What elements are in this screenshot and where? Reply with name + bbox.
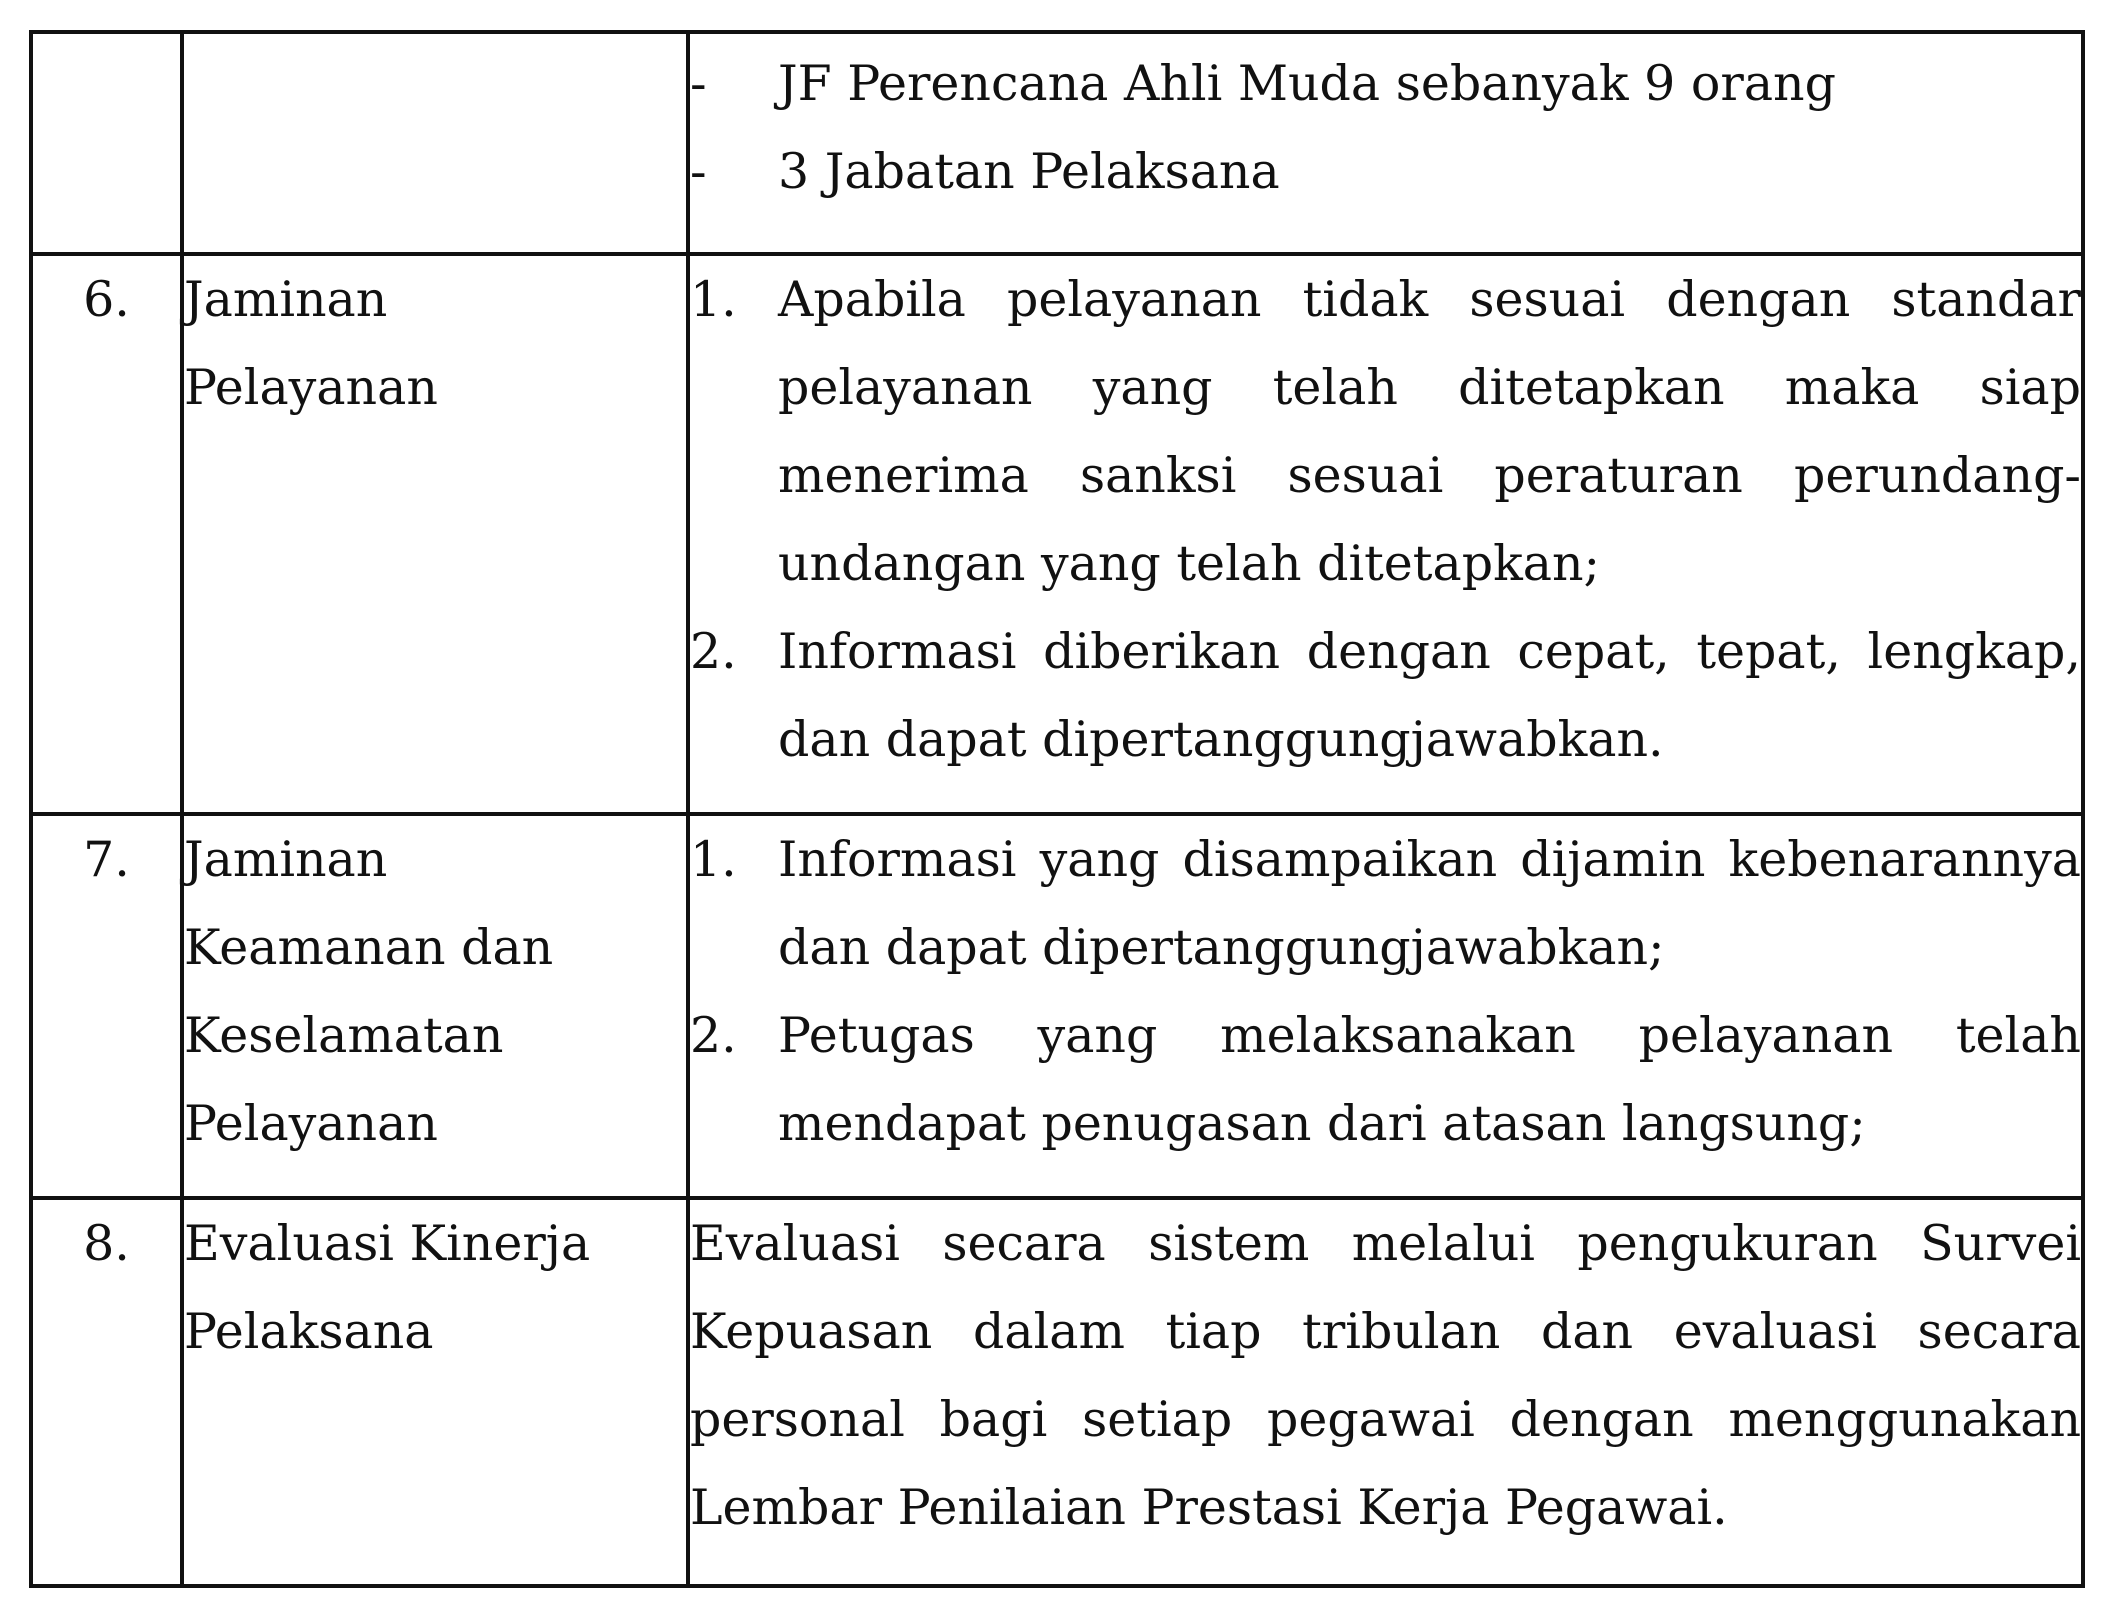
list-item	[690, 608, 2081, 784]
list-item	[690, 992, 2081, 1168]
row-label-line: Keamanan dan	[184, 919, 554, 976]
row-number: 6.	[31, 254, 182, 814]
list-item-text: Informasi yang disampaikan dijamin kebenarannya dan dapat dipertanggungjawabkan;	[778, 831, 2081, 976]
list-item-text: Informasi diberikan dengan cepat, tepat, lengkap, dan dapat dipertanggungjawabkan.	[778, 623, 2081, 768]
row-label	[182, 32, 688, 254]
table-row	[31, 1198, 2083, 1586]
list-item	[690, 128, 2081, 216]
table-row	[31, 814, 2083, 1198]
list-item-text: JF Perencana Ahli Muda sebanyak 9 orang	[778, 55, 1836, 112]
list-item	[690, 40, 2081, 128]
list-item	[690, 816, 2081, 992]
table-row	[31, 254, 2083, 814]
row-content	[688, 814, 2083, 1198]
list-marker: 1.	[690, 831, 737, 888]
row-label-line: Jaminan	[184, 271, 388, 328]
row-content	[688, 1198, 2083, 1586]
row-label-line: Pelaksana	[184, 1303, 434, 1360]
list-item-text: Petugas yang melaksanakan pelayanan telah mendapat penugasan dari atasan langsung;	[778, 1007, 2081, 1152]
service-standard-table	[29, 30, 2085, 1588]
list-marker: 2.	[690, 623, 737, 680]
list-item-text: 3 Jabatan Pelaksana	[778, 143, 1280, 200]
list-marker: 1.	[690, 271, 737, 328]
row-label-line: Keselamatan	[184, 1007, 504, 1064]
list-marker: -	[690, 143, 707, 200]
list-item-text: Apabila pelayanan tidak sesuai dengan standar pelayanan yang telah ditetapkan maka siap menerima sanksi sesuai peraturan perundang-undangan yang telah ditetapkan;	[778, 271, 2081, 592]
row-label-line: Pelayanan	[184, 1095, 438, 1152]
row-number	[31, 32, 182, 254]
table-row	[31, 32, 2083, 254]
row-content	[688, 254, 2083, 814]
row-label-line: Pelayanan	[184, 359, 438, 416]
row-number: 7.	[31, 814, 182, 1198]
row-label-line: Evaluasi Kinerja	[184, 1215, 591, 1272]
list-marker: -	[690, 55, 707, 112]
row-label	[182, 814, 688, 1198]
row-label	[182, 254, 688, 814]
list-item	[690, 256, 2081, 608]
row-number: 8.	[31, 1198, 182, 1586]
row-paragraph: Evaluasi secara sistem melalui pengukuran Survei Kepuasan dalam tiap tribulan dan evaluasi secara personal bagi setiap pegawai dengan menggunakan Lembar Penilaian Prestasi Kerja Pegawai.	[690, 1215, 2081, 1536]
list-marker: 2.	[690, 1007, 737, 1064]
row-content	[688, 32, 2083, 254]
row-label-line: Jaminan	[184, 831, 388, 888]
row-label	[182, 1198, 688, 1586]
